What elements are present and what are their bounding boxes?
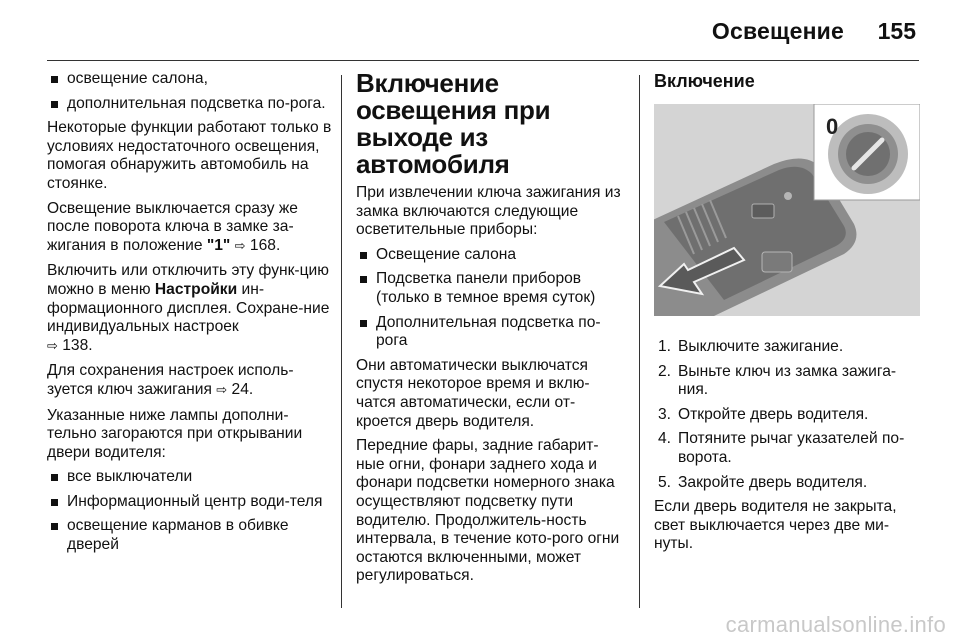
list-item: Освещение салона [356,246,626,265]
list-item: освещение карманов в обивке дверей [47,517,332,554]
step-item: 2. Выньте ключ из замка зажига-ния. [658,362,897,399]
paragraph: Они автоматически выключатся спустя некоторое время и вклю-чатся автоматически, если от-кроется дверь водителя. [356,356,590,430]
page-ref: 138. [62,336,93,354]
header-rule [47,60,919,61]
turn-signal-stalk-image [654,104,920,316]
page-ref-icon: ⇨ [47,338,58,354]
step-item: 5. Закройте дверь водителя. [658,473,868,491]
page-ref: 168. [249,236,281,254]
lights-list [47,70,332,113]
page-ref-icon: ⇨ [234,238,246,254]
section-heading: Включение освещения при выходе из автомобиля [356,68,551,179]
column-divider-right [639,75,640,608]
list-item: Подсветка панели приборов (только в темное время суток) [356,270,626,307]
figure-badge: 0 [826,114,839,139]
list-item: Дополнительная подсветка по-рога [356,314,626,351]
paragraph: При извлечении ключа зажигания из замка включаются следующие осветительные приборы: [356,184,621,239]
step-item: 1. Выключите зажигание. [658,338,844,355]
paragraph: Включить или отключить эту функ-цию можно в меню Настройки ин-формационного дисплея. Сохране-ние индивидуальных настроек ⇨ 138. [47,262,330,354]
column-3 [654,70,920,560]
page-title: Освещение [711,18,844,44]
paragraph: Передние фары, задние габарит-ные огни, фонари заднего хода и фонари подсветки номерного знака осуществляют подсветку пути водителю. Продолжитель-ность интервала, в течение кото-рого огни остаются включенными, может регулироваться. [356,437,620,585]
page-ref-icon: ⇨ [216,382,228,398]
stalk-illustration [654,104,920,316]
menu-name: Настройки [154,280,238,298]
column-divider-left [341,75,342,608]
step-item: 4. Потяните рычаг указателей по-ворота. [658,430,905,466]
column-1 [47,70,332,561]
page-header [0,0,960,60]
page-ref: 24. [231,380,254,398]
paragraph: Для сохранения настроек исполь-зуется ключ зажигания ⇨ 24. [47,362,294,398]
subsection-heading: Включение [654,71,755,91]
watermark: carmanualsonline.info [725,612,946,637]
paragraph: Освещение выключается сразу же после поворота ключа в замке за-жигания в положение "1" ⇨ 168. [47,199,298,254]
list-item: все выключатели [47,468,332,487]
column-2 [356,70,626,592]
list-item: освещение салона, [47,70,332,89]
steps-list [654,338,920,492]
devices-list [356,246,626,351]
list-item: Информационный центр води-теля [47,493,332,512]
paragraph: Некоторые функции работают только в условиях недостаточного освещения, помогая обнаружить автомобиль на стоянке. [47,119,332,192]
lamps-list [47,468,332,554]
paragraph: Если дверь водителя не закрыта, свет выключается через две ми-нуты. [654,498,897,553]
list-item: дополнительная подсветка по-рога. [47,95,332,114]
page-number: 155 [877,18,916,44]
step-item: 3. Откройте дверь водителя. [658,405,869,423]
paragraph: Указанные ниже лампы дополни-тельно загораются при открывании двери водителя: [47,406,303,461]
